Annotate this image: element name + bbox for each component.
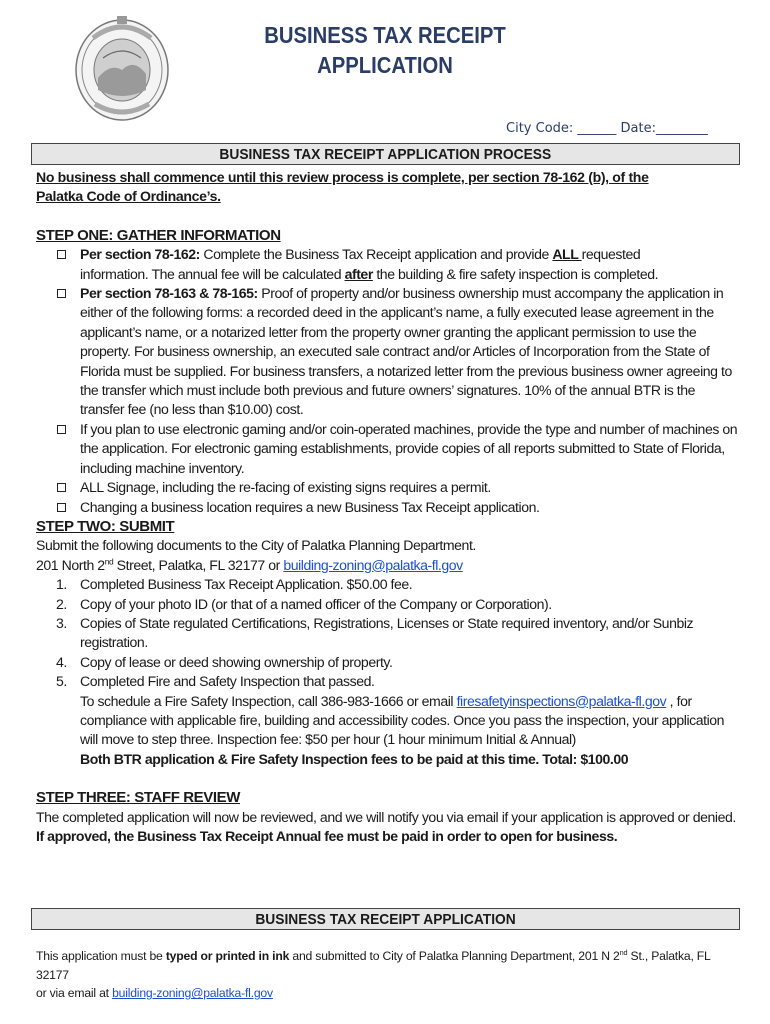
step-two-intro: Submit the following documents to the City of Palatka Planning Department. xyxy=(36,537,476,554)
list-item: 5. Completed Fire and Safety Inspection that passed. To schedule a Fire Safety Inspection, call 386-983-1666 or email firesafetyinspections@palatka-fl.gov , for compliance with applicable fire, building and accessibility codes. Once you pass the inspection, your application will move to step three. Inspection fee: $50 per hour (1 hour minimum Initial & Annual) Both BTR application & Fire Safety Inspection fees to be paid at this time. Total: $100.00 xyxy=(56,673,725,767)
footer-email-link[interactable]: building-zoning@palatka-fl.gov xyxy=(112,986,273,1001)
list-item: 4. Copy of lease or deed showing ownership of property. xyxy=(56,653,393,670)
intro-line-2: Palatka Code of Ordinance’s. xyxy=(36,188,221,205)
checklist-item: Per section 78-162: Complete the Business Tax Receipt application and provide ALL requested information. The annual fee will be calculated after the building & fire safety inspection is completed. xyxy=(80,245,742,284)
application-section-bar xyxy=(31,908,740,930)
process-section-title: BUSINESS TAX RECEIPT APPLICATION PROCESS xyxy=(219,146,552,163)
intro-notice xyxy=(36,168,742,207)
intro-line-1: No business shall commence until this review process is complete, per section 78-162 (b), of the xyxy=(36,169,649,185)
list-item: 3. Copies of State regulated Certifications, Registrations, Licenses or State required inventory, and/or Sunbiz registration. xyxy=(56,614,694,651)
step-three-heading: STEP THREE: STAFF REVIEW xyxy=(36,789,241,807)
step-one-checklist xyxy=(36,245,742,517)
checklist-item: Per section 78-163 & 78-165: Proof of property and/or business ownership must accompany the application in either of the following forms: a recorded deed in the applicant’s name, a fully executed lease agreement in the applicant’s name, or a notarized letter from the property owner granting the applicant permission to use the property. For business ownership, an executed sale contract and/or Articles of Incorporation from the State of Florida must be supplied. For business transfers, a notarized letter from the previous business owner agreeing to the transfer which must include both previous and future owners’ signatures. 10% of the annual BTR is the transfer fee (no less than $10.00) cost. xyxy=(80,284,742,420)
building-zoning-email-link[interactable]: building-zoning@palatka-fl.gov xyxy=(283,556,463,573)
step-two-address: 201 North 2nd Street, Palatka, FL 32177 or building-zoning@palatka-fl.gov xyxy=(36,556,463,573)
checklist-item: ALL Signage, including the re-facing of existing signs requires a permit. xyxy=(80,478,742,497)
checkbox[interactable] xyxy=(57,503,66,512)
checkbox[interactable] xyxy=(57,483,66,492)
list-item: 1. Completed Business Tax Receipt Application. $50.00 fee. xyxy=(56,576,413,593)
step-one-heading: STEP ONE: GATHER INFORMATION xyxy=(36,226,281,244)
application-section-title: BUSINESS TAX RECEIPT APPLICATION xyxy=(255,911,516,928)
process-content xyxy=(36,168,742,846)
title-line-1: BUSINESS TAX RECEIPT xyxy=(264,22,506,48)
step-two-list xyxy=(36,575,742,769)
title-line-2: APPLICATION xyxy=(317,52,453,78)
checkbox[interactable] xyxy=(57,425,66,434)
process-section-bar xyxy=(31,143,740,165)
fire-safety-email-link[interactable]: firesafetyinspections@palatka-fl.gov xyxy=(456,692,667,709)
fees-notice: Both BTR application & Fire Safety Inspection fees to be paid at this time. Total: $100.00 xyxy=(80,750,629,767)
submission-instructions: This application must be typed or printed in ink and submitted to City of Palatka Planning Department, 201 N 2nd St., Palatka, FL 32177 or via email at building-zoning@palatka-fl.gov xyxy=(36,947,711,1001)
city-seal-logo xyxy=(73,8,171,124)
checklist-item: Changing a business location requires a new Business Tax Receipt application. xyxy=(80,498,742,517)
list-item: 2. Copy of your photo ID (or that of a named officer of the Company or Corporation). xyxy=(56,595,552,612)
step-two-heading: STEP TWO: SUBMIT xyxy=(36,517,175,535)
step-three-text: The completed application will now be reviewed, and we will notify you via email if your application is approved or denied. If approved, the Business Tax Receipt Annual fee must be paid in order to open for business. xyxy=(36,808,736,844)
city-code-date-field[interactable]: City Code: ______ Date:________ xyxy=(506,121,708,136)
checkbox[interactable] xyxy=(57,289,66,298)
checkbox[interactable] xyxy=(57,250,66,259)
page-title xyxy=(222,20,548,80)
checklist-item: If you plan to use electronic gaming and/or coin-operated machines, provide the type and number of machines on the application. For electronic gaming establishments, provide copies of all reports submitted to State of Florida, including machine inventory. xyxy=(80,420,742,478)
